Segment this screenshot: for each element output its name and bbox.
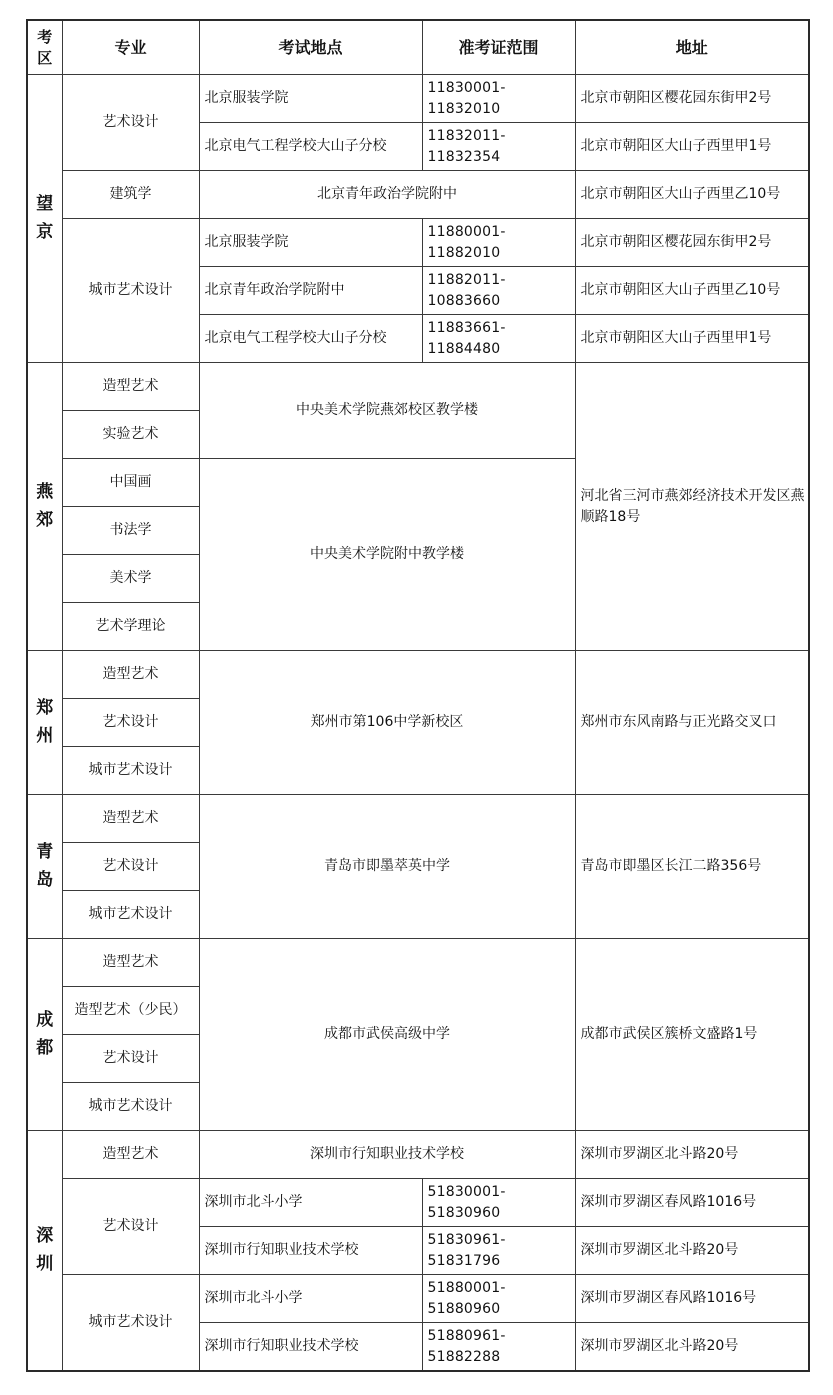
table-row (27, 219, 809, 267)
region-char: 青 (36, 842, 54, 863)
region-wangjing (27, 75, 62, 363)
address-cell: 深圳市罗湖区北斗路20号 (575, 1323, 809, 1372)
site-cell: 北京电气工程学校大山子分校 (199, 123, 422, 171)
ticket-cell: 11880001-11882010 (422, 219, 575, 267)
address-cell: 河北省三河市燕郊经济技术开发区燕顺路18号 (575, 363, 809, 651)
major-cell: 造型艺术 (62, 939, 199, 987)
ticket-cell: 51830001-51830960 (422, 1179, 575, 1227)
ticket-cell: 11830001-11832010 (422, 75, 575, 123)
region-qingdao (27, 795, 62, 939)
major-cell: 美术学 (62, 555, 199, 603)
site-cell: 深圳市北斗小学 (199, 1179, 422, 1227)
site-cell: 成都市武侯高级中学 (199, 939, 575, 1131)
region-char: 都 (36, 1037, 54, 1058)
site-cell: 中央美术学院燕郊校区教学楼 (199, 363, 575, 459)
address-cell: 北京市朝阳区樱花园东街甲2号 (575, 219, 809, 267)
address-cell: 深圳市罗湖区北斗路20号 (575, 1131, 809, 1179)
table-row (27, 651, 809, 699)
major-cell: 造型艺术（少民） (62, 987, 199, 1035)
site-cell: 北京电气工程学校大山子分校 (199, 315, 422, 363)
region-char: 岛 (36, 869, 54, 890)
ticket-cell: 11883661-11884480 (422, 315, 575, 363)
ticket-cell: 51830961-51831796 (422, 1227, 575, 1275)
major-cell: 中国画 (62, 459, 199, 507)
major-cell: 建筑学 (62, 171, 199, 219)
region-char: 成 (36, 1010, 54, 1031)
table-row (27, 171, 809, 219)
header-region-char-1: 考 (37, 28, 53, 47)
header-site: 考试地点 (199, 20, 422, 75)
region-shenzhen (27, 1131, 62, 1372)
ticket-cell: 11882011-10883660 (422, 267, 575, 315)
region-char: 州 (36, 725, 54, 746)
address-cell: 北京市朝阳区大山子西里甲1号 (575, 123, 809, 171)
region-char: 圳 (36, 1253, 54, 1274)
site-cell: 深圳市行知职业技术学校 (199, 1131, 575, 1179)
ticket-cell: 51880961-51882288 (422, 1323, 575, 1372)
site-cell: 郑州市第106中学新校区 (199, 651, 575, 795)
major-cell: 艺术学理论 (62, 603, 199, 651)
region-yanjiao (27, 363, 62, 651)
major-cell: 造型艺术 (62, 1131, 199, 1179)
major-cell: 艺术设计 (62, 1035, 199, 1083)
table-row (27, 795, 809, 843)
major-cell: 艺术设计 (62, 699, 199, 747)
major-cell: 艺术设计 (62, 843, 199, 891)
site-cell: 北京服装学院 (199, 75, 422, 123)
address-cell: 北京市朝阳区大山子西里甲1号 (575, 315, 809, 363)
table-row (27, 75, 809, 123)
major-cell: 造型艺术 (62, 795, 199, 843)
address-cell: 深圳市罗湖区春风路1016号 (575, 1179, 809, 1227)
major-cell: 实验艺术 (62, 411, 199, 459)
header-row (27, 20, 809, 75)
major-cell: 艺术设计 (62, 75, 199, 171)
major-cell: 城市艺术设计 (62, 219, 199, 363)
region-chengdu (27, 939, 62, 1131)
major-cell: 城市艺术设计 (62, 747, 199, 795)
site-cell: 北京青年政治学院附中 (199, 267, 422, 315)
header-address: 地址 (575, 20, 809, 75)
table-row (27, 1131, 809, 1179)
address-cell: 成都市武侯区簇桥文盛路1号 (575, 939, 809, 1131)
address-cell: 北京市朝阳区大山子西里乙10号 (575, 171, 809, 219)
address-cell: 深圳市罗湖区北斗路20号 (575, 1227, 809, 1275)
header-region-char-2: 区 (37, 48, 53, 67)
site-cell: 青岛市即墨萃英中学 (199, 795, 575, 939)
major-cell: 造型艺术 (62, 363, 199, 411)
major-cell: 城市艺术设计 (62, 1083, 199, 1131)
header-major: 专业 (62, 20, 199, 75)
ticket-cell: 11832011-11832354 (422, 123, 575, 171)
address-cell: 北京市朝阳区大山子西里乙10号 (575, 267, 809, 315)
major-cell: 书法学 (62, 507, 199, 555)
header-ticket: 准考证范围 (422, 20, 575, 75)
site-cell: 深圳市行知职业技术学校 (199, 1323, 422, 1372)
site-cell: 中央美术学院附中教学楼 (199, 459, 575, 651)
site-cell: 深圳市北斗小学 (199, 1275, 422, 1323)
address-cell: 北京市朝阳区樱花园东街甲2号 (575, 75, 809, 123)
table-row (27, 939, 809, 987)
address-cell: 青岛市即墨区长江二路356号 (575, 795, 809, 939)
table-row (27, 1275, 809, 1323)
table-row (27, 1179, 809, 1227)
region-char: 燕 (36, 482, 54, 503)
major-cell: 城市艺术设计 (62, 1275, 199, 1372)
major-cell: 造型艺术 (62, 651, 199, 699)
site-cell: 北京服装学院 (199, 219, 422, 267)
header-region (27, 20, 62, 75)
site-cell: 深圳市行知职业技术学校 (199, 1227, 422, 1275)
ticket-cell: 51880001-51880960 (422, 1275, 575, 1323)
region-char: 深 (36, 1226, 54, 1247)
major-cell: 城市艺术设计 (62, 891, 199, 939)
exam-location-table (26, 19, 810, 1372)
site-cell: 北京青年政治学院附中 (199, 171, 575, 219)
region-zhengzhou (27, 651, 62, 795)
region-char: 望 (36, 194, 54, 215)
region-char: 郊 (36, 509, 54, 530)
address-cell: 深圳市罗湖区春风路1016号 (575, 1275, 809, 1323)
address-cell: 郑州市东风南路与正光路交叉口 (575, 651, 809, 795)
table-row (27, 363, 809, 411)
region-char: 郑 (36, 698, 54, 719)
region-char: 京 (36, 221, 54, 242)
major-cell: 艺术设计 (62, 1179, 199, 1275)
